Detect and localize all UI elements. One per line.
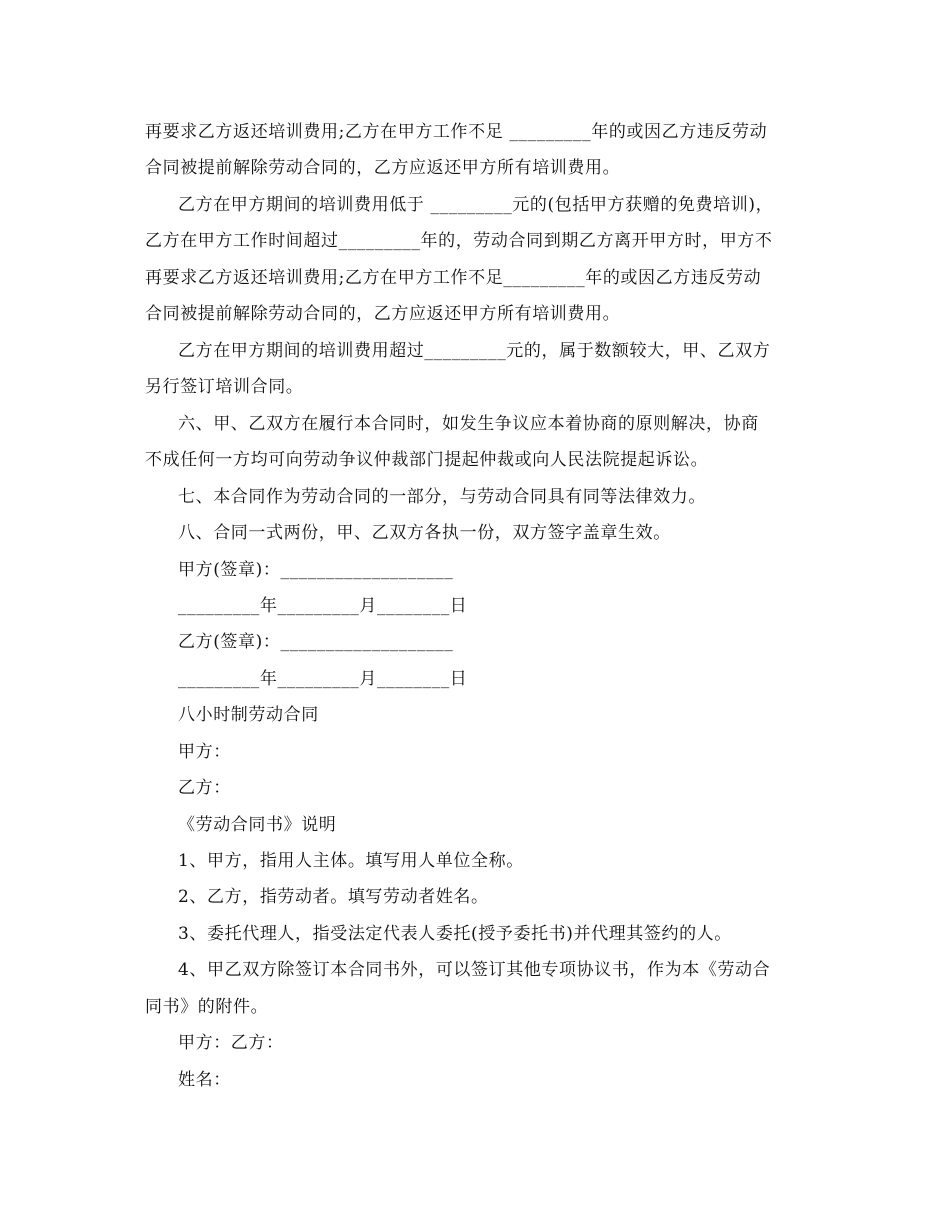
party-b-signature-line: 乙方(签章)：___________________ — [178, 632, 454, 652]
text-line: 2、乙方，指劳动者。填写劳动者姓名。 — [178, 887, 489, 907]
text-line: 3、委托代理人，指受法定代表人委托(授予委托书)并代理其签约的人。 — [178, 924, 732, 944]
text-line: 乙方在甲方工作时间超过_________年的，劳动合同到期乙方离开甲方时，甲方不 — [145, 231, 773, 251]
text-line: 八、合同一式两份，甲、乙双方各执一份，双方签字盖章生效。 — [178, 523, 671, 543]
section-title: 《劳动合同书》说明 — [178, 815, 337, 835]
text-line: 再要求乙方返还培训费用;乙方在甲方工作不足 _________年的或因乙方违反劳动 — [145, 122, 768, 142]
text-line: 合同被提前解除劳动合同的，乙方应返还甲方所有培训费用。 — [145, 158, 621, 178]
text-line: 1、甲方，指用人主体。填写用人单位全称。 — [178, 851, 524, 871]
party-a-date-line: _________年_________月________日 — [178, 596, 468, 616]
text-line: 甲方： — [178, 742, 231, 762]
party-b-date-line: _________年_________月________日 — [178, 669, 468, 689]
text-line: 再要求乙方返还培训费用;乙方在甲方工作不足_________年的或因乙方违反劳动 — [145, 268, 762, 288]
text-line: 另行签订培训合同。 — [145, 377, 304, 397]
section-title: 八小时制劳动合同 — [178, 705, 319, 725]
text-line: 同书》的附件。 — [145, 997, 269, 1017]
text-line: 甲方：乙方： — [178, 1033, 284, 1053]
text-line: 七、本合同作为劳动合同的一部分，与劳动合同具有同等法律效力。 — [178, 487, 706, 507]
text-line: 乙方： — [178, 778, 231, 798]
text-line: 乙方在甲方期间的培训费用低于 _________元的(包括甲方获赠的免费培训)， — [178, 195, 774, 215]
text-line: 合同被提前解除劳动合同的，乙方应返还甲方所有培训费用。 — [145, 304, 621, 324]
text-line: 六、甲、乙双方在履行本合同时，如发生争议应本着协商的原则解决，协商 — [178, 414, 759, 434]
party-a-signature-line: 甲方(签章)：___________________ — [178, 560, 454, 580]
text-line: 乙方在甲方期间的培训费用超过_________元的，属于数额较大，甲、乙双方 — [178, 341, 771, 361]
text-line: 4、甲乙双方除签订本合同书外，可以签订其他专项协议书，作为本《劳动合 — [178, 960, 771, 980]
text-line: 不成任何一方均可向劳动争议仲裁部门提起仲裁或向人民法院提起诉讼。 — [145, 450, 709, 470]
text-line: 姓名： — [178, 1070, 231, 1090]
